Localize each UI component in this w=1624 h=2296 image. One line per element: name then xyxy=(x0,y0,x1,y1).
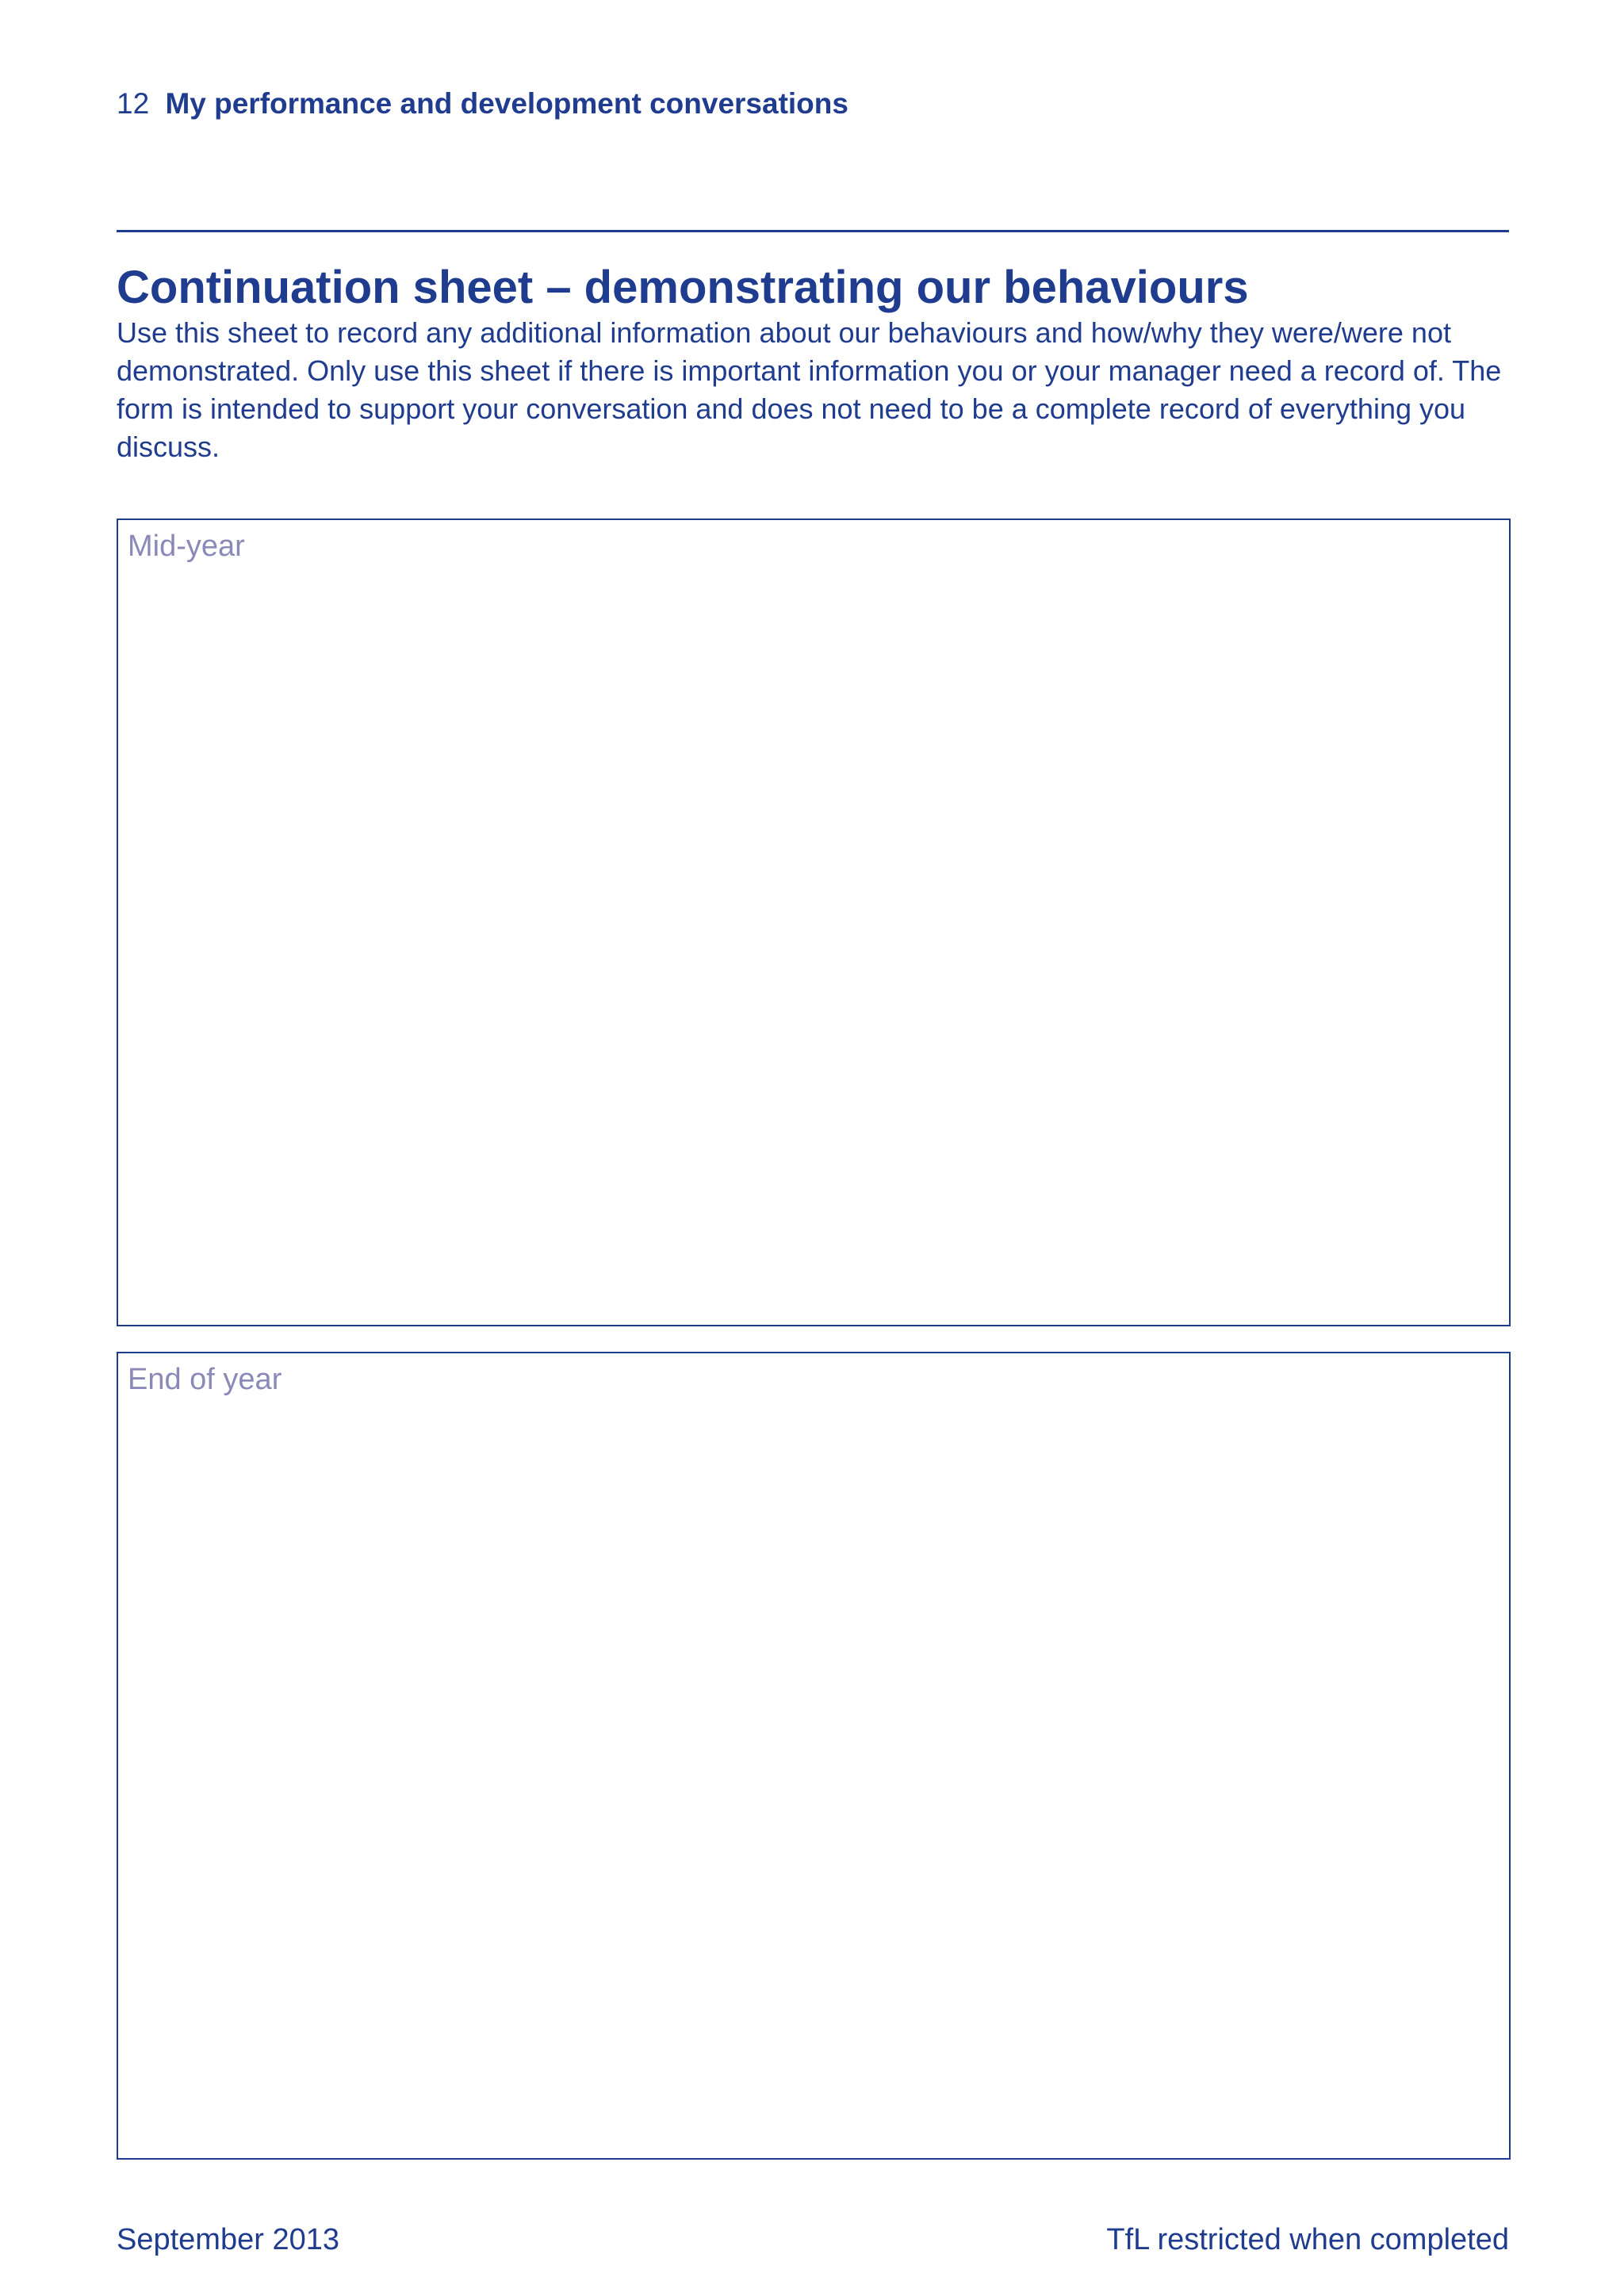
section-intro: Use this sheet to record any additional information about our behaviours and how/why they were/were not demonstrated. Only use this sheet if there is important information you or your manager need a record of. The form is intended to support your conversation and does not need to be a complete record of everything you discuss. xyxy=(117,316,1502,463)
end-of-year-label: End of year xyxy=(128,1363,282,1396)
page-number: 12 xyxy=(117,87,150,120)
end-of-year-box xyxy=(117,1352,1511,2160)
mid-year-label: Mid-year xyxy=(128,530,245,563)
section-title: Continuation sheet – demonstrating our behaviours xyxy=(117,262,1249,313)
page-header xyxy=(117,84,848,124)
end-of-year-input[interactable] xyxy=(126,1409,1501,2150)
footer-date: September 2013 xyxy=(117,2223,339,2256)
mid-year-box xyxy=(117,519,1511,1326)
mid-year-input[interactable] xyxy=(126,576,1501,1317)
footer-classification: TfL restricted when completed xyxy=(1106,2223,1509,2256)
document-title: My performance and development conversations xyxy=(165,87,848,120)
header-divider xyxy=(117,230,1509,232)
